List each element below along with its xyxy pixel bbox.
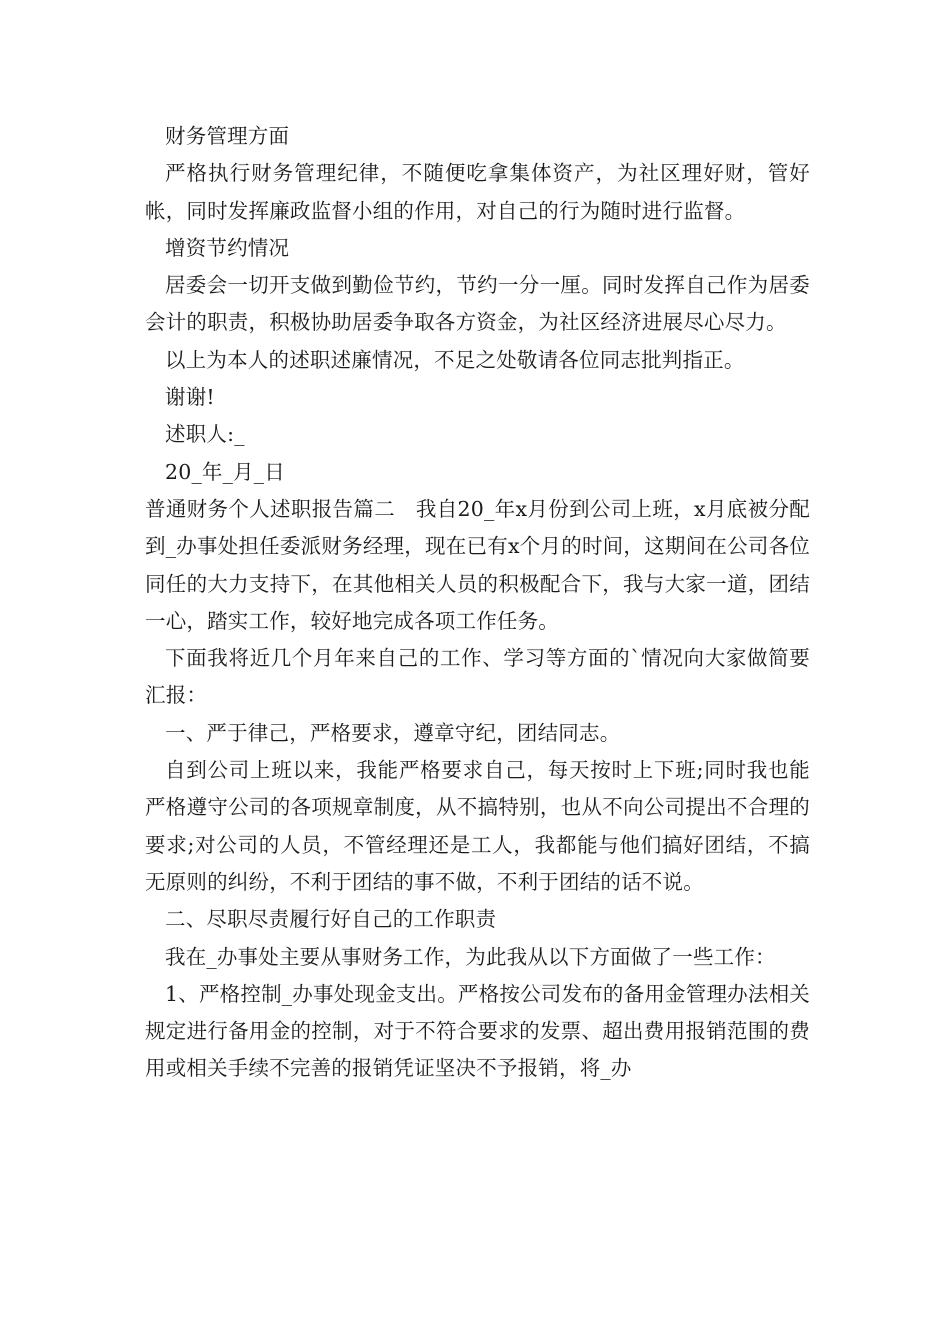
signature-line: 述职人:_: [165, 422, 245, 447]
document-body: [145, 118, 810, 1088]
thanks-line: 谢谢!: [165, 385, 215, 410]
paragraph: 我在_办事处主要从事财务工作，为此我从以下方面做了一些工作：: [165, 944, 776, 969]
paragraph: 严格执行财务管理纪律，不随便吃拿集体资产，为社区理好财，管好帐，同时发挥廉政监督小组的作用，对自己的行为随时进行监督。: [145, 161, 810, 223]
paragraph: 1、严格控制_办事处现金支出。严格按公司发布的备用金管理办法相关规定进行备用金的控制，对于不符合要求的发票、超出费用报销范围的费用或相关手续不完善的报销凭证坚决不予报销，将_办: [145, 981, 810, 1081]
paragraph: 下面我将近几个月年来自己的工作、学习等方面的`情况向大家做简要汇报：: [145, 646, 810, 708]
section-heading-one: 一、严于律己，严格要求，遵章守纪，团结同志。: [165, 720, 621, 745]
section-heading-savings: 增资节约情况: [165, 235, 290, 260]
paragraph: 居委会一切开支做到勤俭节约，节约一分一厘。同时发挥自己作为居委会计的职责，积极协助居委争取各方资金，为社区经济进展尽心尽力。: [145, 273, 810, 335]
report-two-intro: 普通财务个人述职报告篇二 我自20_年x月份到公司上班，x月底被分配到_办事处担任委派财务经理，现在已有x个月的时间，这期间在公司各位同任的大力支持下，在其他相关人员的积极配合下，我与大家一道，团结一心，踏实工作，较好地完成各项工作任务。: [145, 496, 810, 633]
paragraph: 以上为本人的述职述廉情况，不足之处敬请各位同志批判指正。: [165, 347, 745, 372]
section-heading-finance: 财务管理方面: [165, 124, 290, 148]
paragraph: 自到公司上班以来，我能严格要求自己，每天按时上下班;同时我也能严格遵守公司的各项规章制度，从不搞特别，也从不向公司提出不合理的要求;对公司的人员，不管经理还是工人，我都能与他们搞好团结，不搞无原则的纠纷，不利于团结的事不做，不利于团结的话不说。: [145, 758, 810, 894]
date-line: 20_年_月_日: [165, 459, 285, 484]
section-heading-two: 二、尽职尽责履行好自己的工作职责: [165, 907, 497, 932]
